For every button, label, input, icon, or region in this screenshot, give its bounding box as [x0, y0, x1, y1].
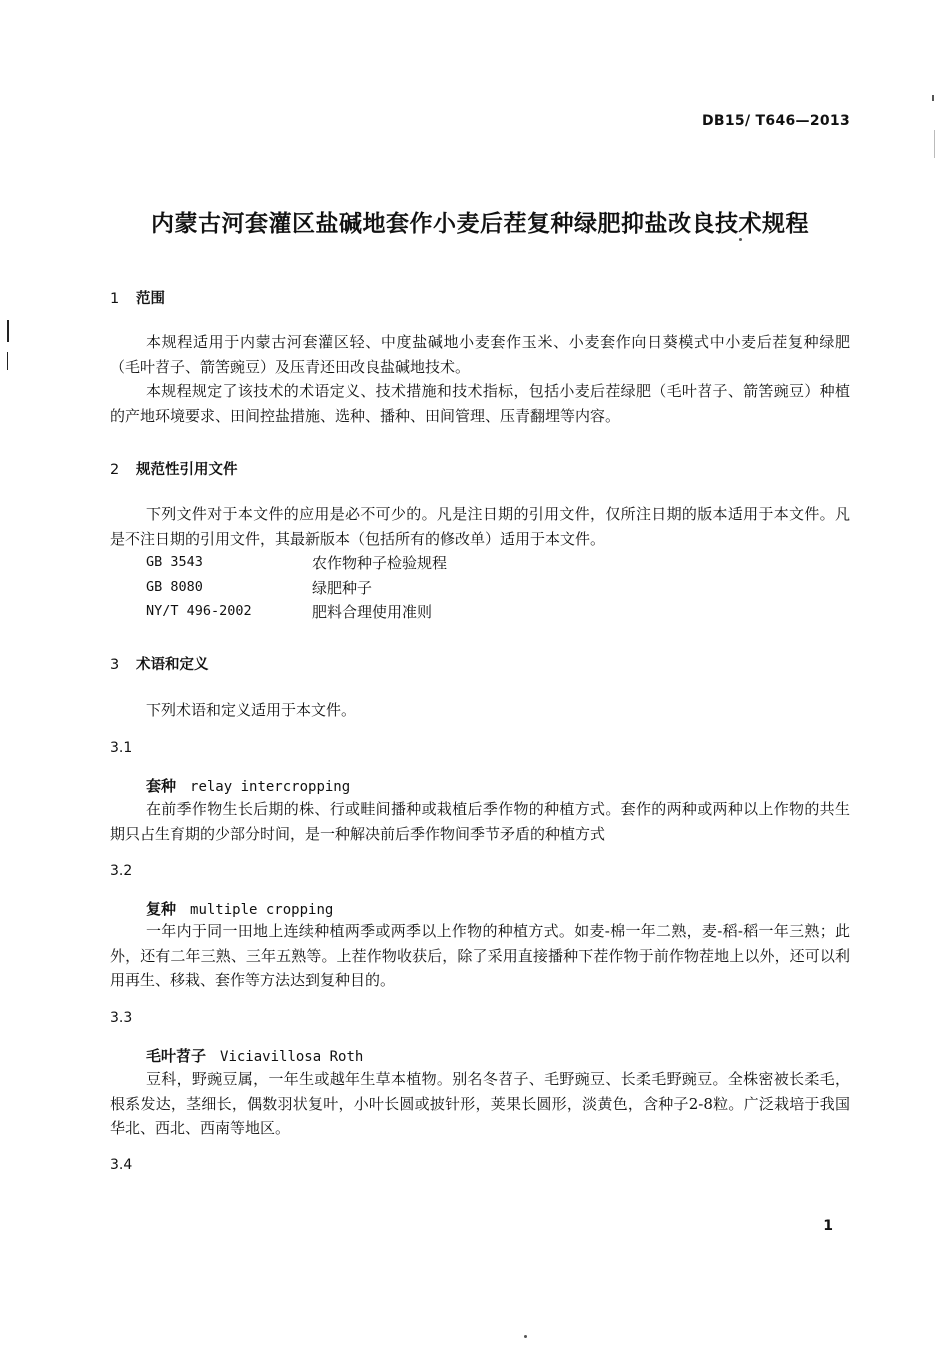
section-3-paragraph: 下列术语和定义适用于本文件。: [146, 701, 357, 719]
section-number: 1: [110, 291, 120, 307]
reference-code: GB 3543: [146, 554, 203, 570]
reference-title: 农作物种子检验规程: [312, 554, 448, 572]
scan-dot-1: [739, 238, 742, 241]
scan-dot-2: [524, 1335, 527, 1338]
section-2-heading: [110, 458, 238, 479]
section-title: 术语和定义: [136, 657, 209, 673]
section-2-paragraph: 下列文件对于本文件的应用是必不可少的。凡是注日期的引用文件，仅所注日期的版本适用于本文件。凡是不注日期的引用文件，其最新版本（包括所有的修改单）适用于本文件。: [110, 505, 850, 548]
term-name-cn: 复种: [146, 900, 177, 918]
reference-title: 绿肥种子: [312, 579, 373, 597]
standard-number: DB15/ T646—2013: [702, 113, 850, 129]
term-number: 3.3: [110, 1010, 133, 1026]
scan-mark-left-1: [7, 320, 9, 342]
section-3-heading: [110, 653, 209, 674]
section-1-paragraph-2: 本规程规定了该技术的术语定义、技术措施和技术指标，包括小麦后茬绿肥（毛叶苕子、箭筈豌豆）种植的产地环境要求、田间控盐措施、选种、播种、田间管理、压青翻埋等内容。: [110, 382, 850, 425]
term-heading: [146, 898, 333, 919]
term-definition: 豆科，野豌豆属，一年生或越年生草本植物。别名冬苕子、毛野豌豆、长柔毛野豌豆。全株密被长柔毛，根系发达，茎细长，偶数羽状复叶，小叶长圆或披针形，荚果长圆形，淡黄色，含种子2-8粒。广泛栽培于我国华北、西北、西南等地区。: [110, 1070, 850, 1137]
scan-dot-3: [932, 95, 934, 101]
scan-mark-left-2: [7, 352, 8, 370]
term-heading: [146, 775, 350, 796]
section-number: 2: [110, 462, 120, 478]
document-title: 内蒙古河套灌区盐碱地套作小麦后茬复种绿肥抑盐改良技术规程: [151, 211, 809, 237]
term-name-en: relay intercropping: [190, 779, 351, 795]
term-name-cn: 毛叶苕子: [146, 1047, 207, 1065]
term-name-en: multiple cropping: [190, 902, 334, 918]
scan-dot-4: [934, 130, 935, 158]
term-number: 3.1: [110, 740, 133, 756]
term-number: 3.4: [110, 1157, 133, 1173]
term-definition: 一年内于同一田地上连续种植两季或两季以上作物的种植方式。如麦-棉一年二熟，麦-稻-稻一年三熟；此外，还有二年三熟、三年五熟等。上茬作物收获后，除了采用直接播种下茬作物于前作物茬地上以外，还可以利用再生、移栽、套作等方法达到复种目的。: [110, 922, 850, 989]
term-name-en: Viciavillosa Roth: [220, 1049, 364, 1065]
section-title: 范围: [136, 291, 165, 307]
term-name-cn: 套种: [146, 777, 177, 795]
term-heading: [146, 1045, 363, 1066]
term-definition: 在前季作物生长后期的株、行或畦间播种或栽植后季作物的种植方式。套作的两种或两种以上作物的共生期只占生育期的少部分时间，是一种解决前后季作物间季节矛盾的种植方式: [110, 800, 850, 843]
section-title: 规范性引用文件: [136, 462, 238, 478]
reference-code: GB 8080: [146, 579, 203, 595]
term-number: 3.2: [110, 863, 133, 879]
reference-code: NY/T 496-2002: [146, 603, 252, 619]
section-1-paragraph-1: 本规程适用于内蒙古河套灌区轻、中度盐碱地小麦套作玉米、小麦套作向日葵模式中小麦后茬复种绿肥（毛叶苕子、箭筈豌豆）及压青还田改良盐碱地技术。: [110, 333, 850, 376]
section-number: 3: [110, 657, 120, 673]
reference-title: 肥料合理使用准则: [312, 603, 433, 621]
section-1-heading: [110, 287, 165, 308]
page-number: 1: [823, 1218, 833, 1234]
